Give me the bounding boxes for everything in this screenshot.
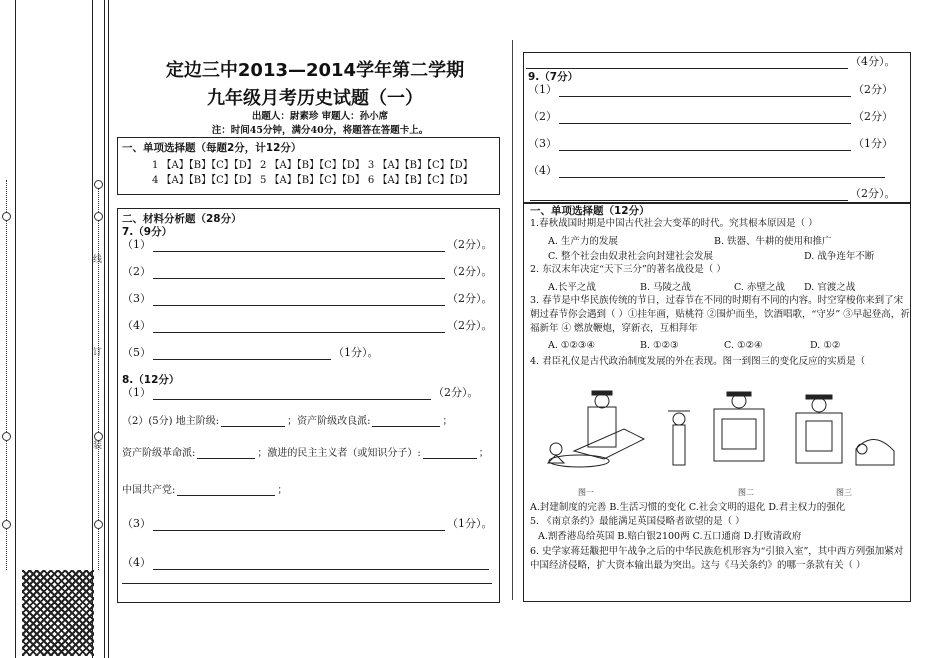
answer-label: （3） [122,292,151,305]
answer-line [528,162,887,178]
choice-questions-box [523,202,911,602]
hole-icon [2,212,11,221]
score: （2分）。 [447,292,493,305]
answer-label: （1） [122,386,151,399]
answer-label: ； [442,416,453,427]
question-text: 4. 君臣礼仪是古代政治制度发展的外在表现。图一到图三的变化反应的实质是（ [530,356,866,367]
score: （2分）。 [850,187,896,200]
answer-label: （1） [528,83,557,96]
figure-label: 图二 [738,488,754,497]
blank-line[interactable] [153,518,445,531]
answer-line [122,384,479,400]
option: C. 赤壁之战 [734,282,785,293]
exam-subtitle: 九年级月考历史试题（一） [207,88,423,109]
answer-line [122,263,493,279]
question-number: 7.（9分） [122,226,173,238]
section-heading: 一、单项选择题（12分） [530,205,650,217]
figure-two-image [668,392,764,465]
option: B. 马陵之战 [640,282,692,293]
answer-label: ； [277,485,288,496]
answer-line [122,317,493,333]
blank-line[interactable] [559,84,851,97]
question-text: 6. 史学家蒋廷黻把甲午战争之后的中华民族危机形容为“引狼入室”，其中西方列强加紧对中国经济侵略，扩大资本输出最为突出。这与《马关条约》的哪一条款有关（ ） [530,546,904,571]
exam-note: 注：时间45分钟，满分40分，将题答在答题卡上。 [211,125,429,136]
answer-line [528,185,896,201]
blank-line[interactable] [153,320,445,333]
binding-label: 线 [93,255,103,265]
hole-icon [94,520,103,529]
hole-icon [94,180,103,189]
exam-title: 定边三中2013—2014学年第二学期 [165,60,465,81]
score: （2分）。 [447,319,493,332]
binding-label: 装 [93,441,103,451]
question-text: 2. 东汉末年决定“天下三分”的著名战役是（ ） [530,264,726,275]
binding-label: 订 [93,348,103,358]
answer-line [528,135,893,151]
score: （1分）。 [447,517,493,530]
answer-label: （3） [122,517,151,530]
question9-box [523,52,911,204]
blank-line[interactable] [153,387,431,400]
score: （2分） [853,83,893,96]
answer-label: ；激进的民主主义者（或知识分子）: [257,448,421,459]
option-row: A.封建制度的完善 B.生活习惯的变化 C.社会文明的退化 D.君主权力的强化 [530,502,846,513]
question-number: 9.（7分） [528,71,579,83]
hole-icon [94,212,103,221]
score: （2分）。 [433,386,479,399]
answer-line [524,53,896,69]
score: （2分）。 [447,238,493,251]
question-text: 1.春秋战国时期是中国古代社会大变革的时代。究其根本原因是（ ） [530,218,818,229]
blank-line[interactable] [423,446,477,459]
margin-line [92,0,93,658]
blank-line[interactable] [153,557,489,570]
margin-line [15,0,16,658]
blank-line[interactable] [153,239,445,252]
blank-line[interactable] [559,111,851,124]
option: D. 战争连年不断 [804,251,875,262]
figure-one-image [548,391,644,467]
blank-line[interactable] [153,293,445,306]
question-text: 3. 春节是中华民族传统的节日，过春节在不同的时期有不同的内容。时空穿梭你来到了宋朝过春节你会遇到（ ）①挂年画，贴桃符 ②围炉而坐，饮酒唱歌，“守岁” ③早起登高，祈福新年 ④ 燃放鞭炮，穿新衣，互相拜年 [530,295,910,334]
option: A. 生产力的发展 [548,236,618,247]
answer-line [122,515,493,531]
option: A. ①②③④ [548,340,595,351]
blank-line[interactable] [153,266,445,279]
answer-line [528,108,893,124]
answer-label: （4） [122,556,151,569]
blank-line[interactable] [153,347,331,360]
blank-line[interactable] [197,446,255,459]
section-heading: 一、单项选择题（每题2分，计12分） [122,142,302,154]
hole-icon [2,432,11,441]
blank-line[interactable] [559,165,885,178]
binding-margin [0,0,112,658]
answer-row: 1 【A】【B】【C】【D】 2 【A】【B】【C】【D】 3 【A】【B】【C】【D】 [152,160,473,171]
margin-line [104,0,105,658]
hole-icon [2,520,11,529]
answer-label: 中国共产党: [122,485,176,496]
column-divider [512,40,513,600]
option: C. 整个社会由奴隶社会向封建社会发展 [548,251,713,262]
answer-label: （3） [528,137,557,150]
option: D. ①② [810,340,841,351]
answer-label: 资产阶级革命派: [122,448,196,459]
blank-line[interactable] [526,56,848,69]
blank-line[interactable] [177,483,275,496]
material-analysis-section [117,208,500,603]
question-text: 5. 《南京条约》最能满足英国侵略者欲望的是（ ） [530,516,745,527]
exam-authors: 出题人：尉素珍 审题人：孙小席 [251,111,389,122]
question-number: 8.（12分） [122,374,180,386]
answer-line [122,444,489,459]
answer-label: （4） [122,319,151,332]
section-heading: 二、材料分析题（28分） [122,213,242,225]
option: B. ①②③ [640,340,679,351]
answer-line [122,236,493,252]
figure-label: 图三 [836,488,852,497]
ritual-illustration [544,389,914,479]
score: （1分） [853,137,893,150]
score: （1分）。 [333,346,379,359]
option: D. 官渡之战 [804,282,856,293]
blank-line[interactable] [221,414,285,427]
answer-label: （2） [528,110,557,123]
option-row: A.割香港岛给英国 B.赔白银2100两 C.五口通商 D.打败清政府 [538,531,802,542]
margin-line [108,0,109,658]
option: C. ①②④ [724,340,763,351]
answer-label: （1） [122,238,151,251]
blank-line[interactable] [122,583,492,584]
answer-row: 4 【A】【B】【C】【D】 5 【A】【B】【C】【D】 6 【A】【B】【C】【D】 [152,175,473,186]
score: （4分）。 [850,55,896,68]
cut-line [98,180,99,570]
option: B. 铁器、牛耕的使用和推广 [714,236,832,247]
score: （2分）。 [447,265,493,278]
answer-card-section [117,137,500,195]
blank-line[interactable] [530,188,848,201]
answer-label: ； [478,448,489,459]
answer-label: （2）(5分) 地主阶级: [122,416,220,427]
answer-label: （4） [528,164,557,177]
blank-line[interactable] [372,414,440,427]
answer-label: ；资产阶级改良派: [287,416,371,427]
score: （2分） [853,110,893,123]
answer-label: （2） [122,265,151,278]
answer-label: （5） [122,346,151,359]
answer-line [122,481,287,496]
blank-line[interactable] [559,138,851,151]
answer-line [528,81,893,97]
answer-line [122,412,452,427]
cut-line [6,180,7,570]
hatched-block [22,570,94,656]
option: A.长平之战 [548,282,596,293]
figure-three-image [796,395,894,465]
answer-line [122,344,379,360]
answer-line [122,554,491,570]
figure-label: 图一 [578,488,594,497]
answer-line [122,290,493,306]
